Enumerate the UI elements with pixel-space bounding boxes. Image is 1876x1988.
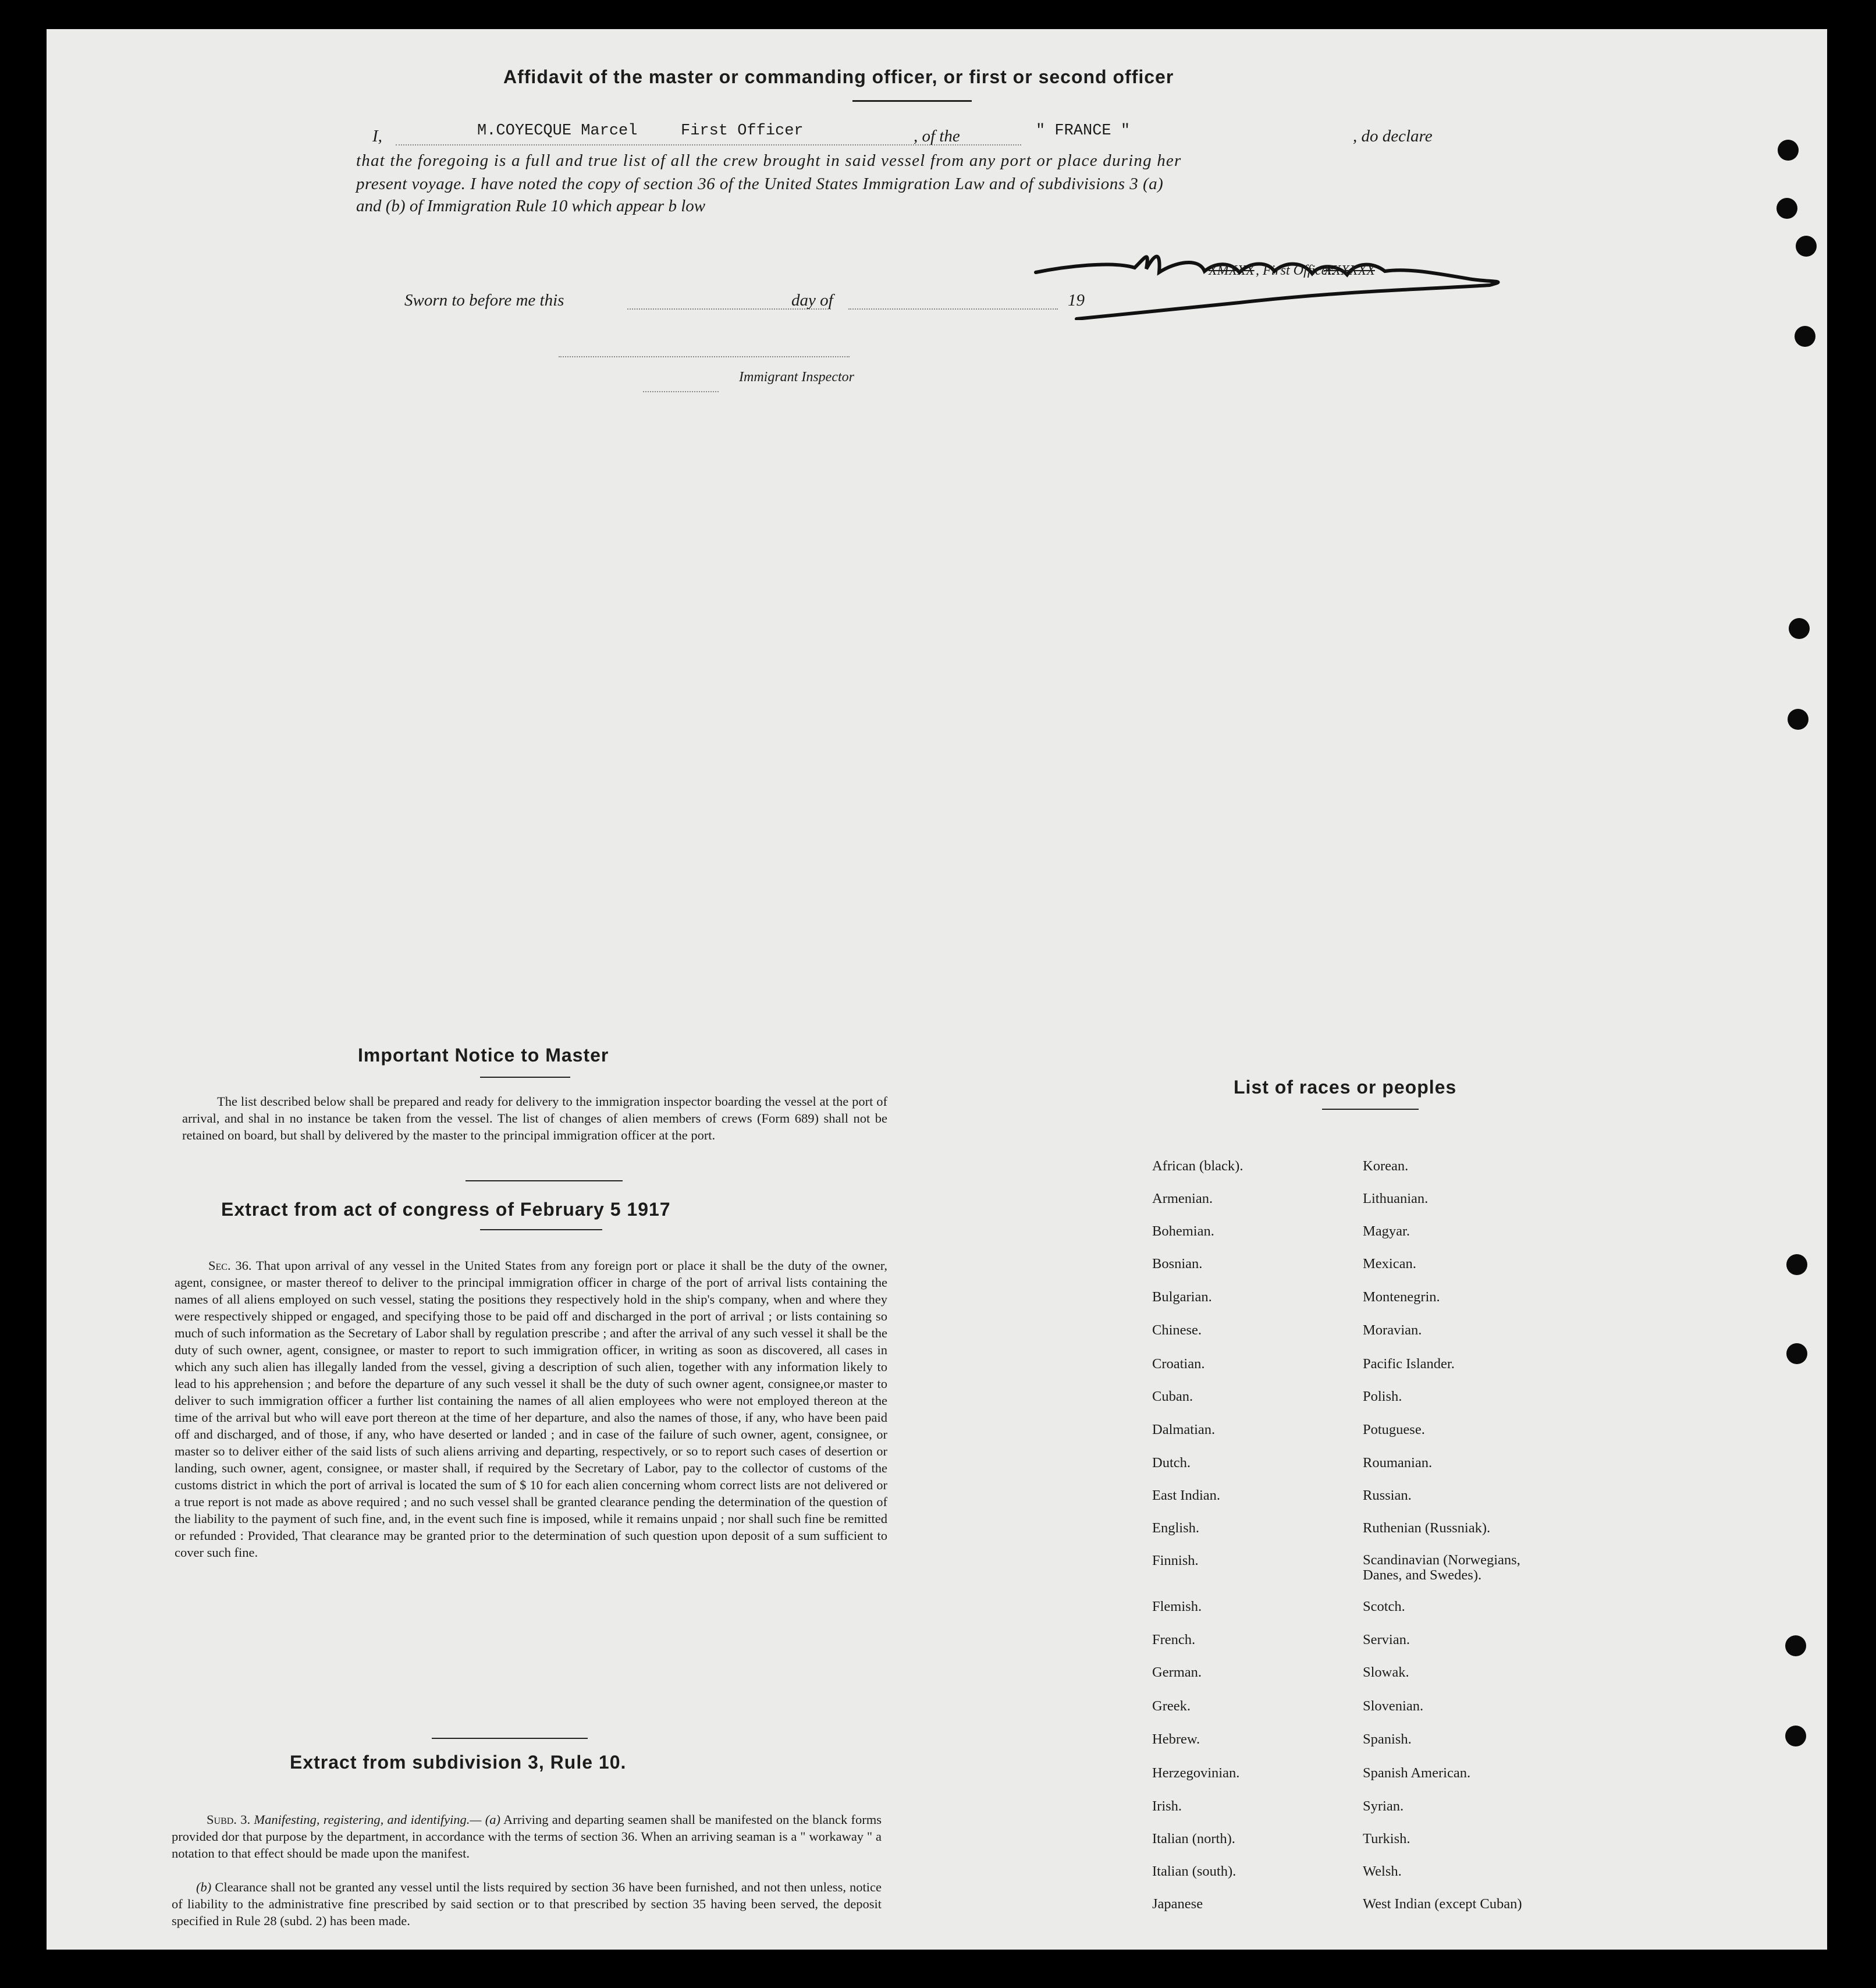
affidavit-title: Affidavit of the master or commanding officer, or first or second officer bbox=[503, 66, 1174, 87]
race-item: Hebrew. bbox=[1152, 1731, 1200, 1747]
act-section-label: Sec. 36. bbox=[208, 1258, 252, 1273]
binder-hole bbox=[1789, 618, 1810, 639]
act-divider bbox=[432, 1738, 588, 1739]
race-item: Russian. bbox=[1363, 1488, 1412, 1503]
act-section-body: That upon arrival of any vessel in the United States from any foreign port or place it shall be the duty of the owner, agent, consignee, or master thereof to deliver to the principal immigration officer in charge of the port of arrival lists containing the names of all aliens employed on such vessel, stating the positions they respectively hold in the ship's company, when and where they were respectively shipped or engaged, and specifying those to be paid off and discharged in the port of arrival ; or lists containing so much of such information as the Secretary of Labor shall by regulation prescribe ; and after the arrival of any such vessel it shall be the duty of such owner, agent, consignee, or master to report to such immigration officer, in writing as soon as discovered, all cases in which any such alien has illegally landed from the vessel, giving a description of such alien, together with any information likely to lead to his apprehension ; and before the departure of any such vessel it shall be the duty of such owner agent, consignee,or master to deliver to such immigration officer a further list containing the names of all alien employees who were not employed thereon at the time of the arrival but who will eave port thereon at the time of her departure, and also the names of those, if any, who have been paid off and discharged, and of those, if any, who have deserted or landed ; and in case of the failure of such owner, agent, consignee, or master so to deliver either of the said lists of such aliens arriving and departing, respectively, or so to report such cases of desertion or landing, such owner, agent, consignee, or master shall, if required by the Secretary of Labor, pay to the collector of customs of the customs district in which the port of arrival is located the sum of $ 10 for each alien concerning whom correct lists are not delivered or a true report is not made as above required ; and no such vessel shall be granted clearance pending the determination of the question of the liability to the payment of such fine, and, in the event such fine is imposed, while it remains unpaid ; nor shall such fine be remitted or refunded : Provided, That clearance may be granted prior to the determination of such question upon deposit of a sum sufficient to cover such fine. bbox=[175, 1258, 888, 1560]
race-item: Bulgarian. bbox=[1152, 1289, 1212, 1305]
race-item: Armenian. bbox=[1152, 1191, 1213, 1206]
race-item: Ruthenian (Russniak). bbox=[1363, 1520, 1491, 1536]
notice-divider bbox=[466, 1180, 623, 1181]
race-item: Polish. bbox=[1363, 1389, 1402, 1404]
race-item: Irish. bbox=[1152, 1798, 1182, 1814]
race-item: African (black). bbox=[1152, 1158, 1243, 1174]
race-item: Lithuanian. bbox=[1363, 1191, 1429, 1206]
document-page bbox=[47, 29, 1827, 1950]
races-title: List of races or peoples bbox=[1234, 1077, 1457, 1098]
rule-subd-a bbox=[172, 1811, 882, 1862]
vessel-name: " FRANCE " bbox=[1036, 122, 1131, 140]
rule-subd-b-body: Clearance shall not be granted any vessel until the lists required by section 36 have been furnished, and not then unless, notice of liability to the administrative fine prescribed by said section or to that prescribed by section 35 having been served, the deposit specified in Rule 28 (subd. 2) has been made. bbox=[172, 1880, 882, 1928]
rule-title: Extract from subdivision 3, Rule 10. bbox=[290, 1752, 627, 1773]
races-title-rule bbox=[1322, 1109, 1419, 1110]
race-item: Flemish. bbox=[1152, 1599, 1202, 1614]
race-item: Montenegrin. bbox=[1363, 1289, 1440, 1305]
act-section-36 bbox=[175, 1257, 887, 1561]
binder-hole bbox=[1786, 1254, 1807, 1275]
notice-title: Important Notice to Master bbox=[358, 1045, 609, 1066]
affidavit-i: I, bbox=[372, 127, 382, 145]
race-item: Pacific Islander. bbox=[1363, 1356, 1455, 1372]
affidavit-line-4: and (b) of Immigration Rule 10 which appear b low bbox=[356, 197, 706, 215]
binder-hole bbox=[1786, 1343, 1807, 1364]
sworn-label: Sworn to before me this bbox=[404, 291, 564, 310]
race-item: East Indian. bbox=[1152, 1488, 1221, 1503]
race-item: Spanish. bbox=[1363, 1731, 1412, 1747]
binder-hole bbox=[1785, 1726, 1806, 1746]
race-item: Scandinavian (Norwegians, Danes, and Swedes). bbox=[1363, 1552, 1520, 1583]
race-item: Italian (south). bbox=[1152, 1863, 1237, 1879]
race-item: Herzegovinian. bbox=[1152, 1765, 1240, 1781]
rule-subd-a-body: Arriving and departing seamen shall be manifested on the blanck forms provided dor that purpose by the department, in accordance with the terms of section 36. When an arriving seaman is a " workaway " a notation to that effect should be made upon the manifest. bbox=[172, 1812, 882, 1861]
binder-hole bbox=[1796, 236, 1817, 257]
race-item: Finnish. bbox=[1152, 1553, 1199, 1568]
race-item: Syrian. bbox=[1363, 1798, 1404, 1814]
affidavit-line-2: that the foregoing is a full and true list of all the crew brought in said vessel from any port or place during her bbox=[356, 151, 1182, 170]
affidavit-of-the: , of the bbox=[914, 127, 960, 145]
race-item: Korean. bbox=[1363, 1158, 1409, 1174]
race-item: Dalmatian. bbox=[1152, 1422, 1216, 1437]
affidavit-do-declare: , do declare bbox=[1353, 127, 1433, 145]
rule-b-label: (b) bbox=[196, 1880, 212, 1894]
act-title: Extract from act of congress of February 5 1917 bbox=[221, 1199, 671, 1220]
race-item: Mexican. bbox=[1363, 1256, 1416, 1272]
race-item: Servian. bbox=[1363, 1632, 1410, 1648]
signature-caption: , First Officer. bbox=[1256, 263, 1335, 278]
race-item: Croatian. bbox=[1152, 1356, 1205, 1372]
race-item: Potuguese. bbox=[1363, 1422, 1425, 1437]
race-item: Moravian. bbox=[1363, 1322, 1422, 1338]
act-title-rule bbox=[480, 1229, 602, 1230]
race-item: French. bbox=[1152, 1632, 1196, 1648]
race-item: Slovenian. bbox=[1363, 1698, 1424, 1714]
race-item: German. bbox=[1152, 1664, 1202, 1680]
race-item: Scotch. bbox=[1363, 1599, 1405, 1614]
notice-body: The list described below shall be prepared and ready for delivery to the immigration inspector boarding the vessel at the port of arrival, and shal in no instance be taken from the vessel. The list of changes of alien members of crews (Form 689) shall not be retained on board, but shall by delivered by the master to the principal immigration officer at the port. bbox=[182, 1094, 887, 1142]
race-item: West Indian (except Cuban) bbox=[1363, 1896, 1522, 1912]
declarant-rank: First Officer bbox=[681, 122, 804, 140]
race-item: Cuban. bbox=[1152, 1389, 1193, 1404]
race-item: Turkish. bbox=[1363, 1831, 1410, 1847]
race-item: Spanish American. bbox=[1363, 1765, 1471, 1781]
race-item: English. bbox=[1152, 1520, 1199, 1536]
binder-hole bbox=[1776, 198, 1797, 219]
race-item: Magyar. bbox=[1363, 1223, 1410, 1239]
binder-hole bbox=[1795, 326, 1815, 347]
race-item: Bohemian. bbox=[1152, 1223, 1214, 1239]
notice-title-rule bbox=[480, 1077, 570, 1078]
race-item: Roumanian. bbox=[1363, 1455, 1433, 1471]
affidavit-title-rule bbox=[852, 100, 972, 102]
rule-subd-label: Subd. 3. bbox=[207, 1812, 251, 1827]
race-item: Dutch. bbox=[1152, 1455, 1191, 1471]
race-item: Slowak. bbox=[1363, 1664, 1409, 1680]
race-item: Greek. bbox=[1152, 1698, 1191, 1714]
declarant-name: M.COYECQUE Marcel bbox=[477, 122, 638, 140]
race-item: Chinese. bbox=[1152, 1322, 1202, 1338]
race-item: Italian (north). bbox=[1152, 1831, 1235, 1847]
signature-struck-1: XMXXX bbox=[1209, 263, 1255, 278]
year-label: 19 bbox=[1068, 291, 1085, 310]
rule-subd-b bbox=[172, 1879, 882, 1929]
day-of-label: day of bbox=[791, 291, 833, 310]
signature-struck-2: XXXXXX bbox=[1324, 263, 1375, 278]
race-item: Bosnian. bbox=[1152, 1256, 1203, 1272]
race-item: Welsh. bbox=[1363, 1863, 1402, 1879]
race-item: Japanese bbox=[1152, 1896, 1203, 1912]
inspector-label: Immigrant Inspector bbox=[739, 370, 854, 385]
binder-hole bbox=[1785, 1635, 1806, 1656]
binder-hole bbox=[1788, 709, 1809, 730]
binder-hole bbox=[1778, 140, 1799, 161]
affidavit-line-3: present voyage. I have noted the copy of section 36 of the United States Immigration Law and of subdivisions 3 (a) bbox=[356, 175, 1164, 193]
rule-subd-heading: Manifesting, registering, and identifying.— (a) bbox=[254, 1812, 500, 1827]
